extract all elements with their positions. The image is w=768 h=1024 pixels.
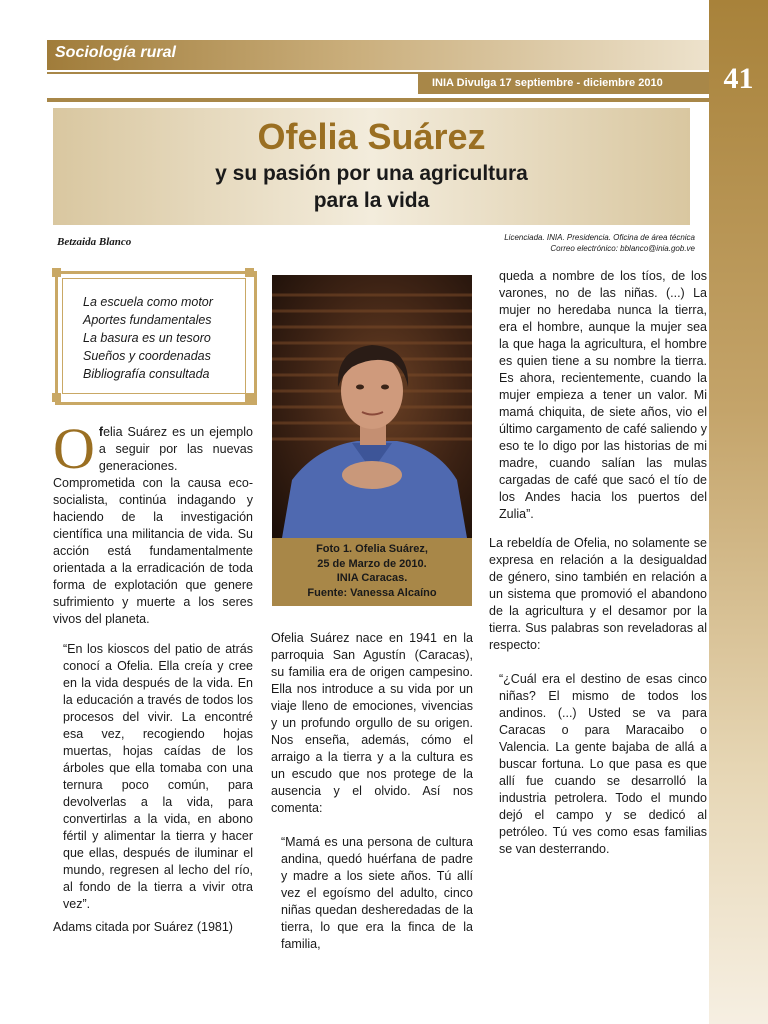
column-2	[271, 630, 473, 953]
affiliation-line-1: Licenciada. INIA. Presidencia. Oficina de área técnica	[504, 233, 695, 242]
caption-line-1: Foto 1. Ofelia Suárez,	[316, 543, 428, 555]
quote-mother-continued: queda a nombre de los tíos, de los varones, no de las niñas. (...) La mujer no heredaba nunca la tierra, era el hombre, aunque la mujer sea la que haga la agricultura, el hombre es quien tiene a su nombre la tierra. Es ahora, recientemente, cuando la mujer empieza a tener un valor. Mi mamá chiquita, de siete años, vio el último cargamento de café saliendo y eso te lo digo por las historias de mi madre, cuando salían las mulas cargadas de café que sacó el tío de los Andes hacia los puertos del Zulia”.	[499, 269, 707, 521]
column-3	[489, 268, 707, 858]
intro-text: elia Suárez es un ejemplo a seguir por las nuevas generaciones. Comprometida con la causa eco-socialista, continúa indagando y haciendo de la investigación científica una militancia de vida. Su acción está fundamentalmente orientada a la erradicación de toda forma de explotación que genere sufrimiento y muerte a los seres vivos del planeta.	[53, 425, 253, 626]
side-color-bar	[709, 0, 768, 1024]
author-name: Betzaida Blanco	[57, 236, 132, 248]
toc-item: Sueños y coordenadas	[83, 349, 211, 363]
caption-line-3: INIA Caracas.	[336, 572, 408, 584]
issue-label: INIA Divulga 17 septiembre - diciembre 2010	[432, 77, 663, 89]
caption-line-2: 25 de Marzo de 2010.	[317, 557, 427, 570]
portrait-photo	[272, 275, 472, 538]
toc-item: La escuela como motor	[83, 295, 213, 309]
intro-paragraph	[53, 416, 253, 628]
toc-corner-ornament	[245, 268, 254, 277]
quote-citation: Adams citada por Suárez (1981)	[53, 920, 233, 934]
quote-destiny: “¿Cuál era el destino de esas cinco niñas? El mismo de todos los andinos. (...) Usted se va para Caracas o para Maracaibo o Valencia. La gente bajaba de allá a buscar fortuna. Lo que pasa es que allí fue cuando se desarrolló la industria petrolera. Todo el mundo dejó el campo y se dedicó al petróleo. Tú ves como esas familias se van desterrando.	[499, 672, 707, 856]
affiliation-line-2: Correo electrónico: bblanco@inia.gob.ve	[550, 244, 695, 253]
subtitle-line-2: para la vida	[313, 189, 430, 212]
toc-list	[83, 293, 213, 383]
column-1	[53, 416, 253, 936]
author-affiliation	[440, 232, 695, 254]
quote-mother: “Mamá es una persona de cultura andina, quedó huérfana de padre y madre a los siete años. Tú allí vez el egoísmo del adulto, cinco niñas quedan desheredadas de la tierra, lo que era la finca de la familia,	[281, 835, 473, 951]
intro-bold-letter: f	[98, 425, 104, 439]
quote-adams: “En los kioscos del patio de atrás conocí a Ofelia. Ella creía y cree en la vida después de la vida. En la educación a través de todos los procesos del vivir. La encontré esa vez, recogiendo hojas muertas, hojas caídas de los árboles que ella tomaba con una ternura poco común, para devolverlas a la vida, para convertirlas a la vida, en abono fértil y alimentar la tierra y hacer que ellas, después de iluminar el mundo, regresen al lecho del río, al fondo de la tierra a vivir otra vez”.	[63, 642, 253, 911]
article-title: Ofelia Suárez	[257, 116, 486, 157]
photo-caption	[272, 542, 472, 600]
toc-item: Aportes fundamentales	[83, 313, 212, 327]
toc-item: La basura es un tesoro	[83, 331, 211, 345]
biography-paragraph: Ofelia Suárez nace en 1941 en la parroquia San Agustín (Caracas), su familia era de origen campesino. Ella nos introduce a su vida por un viaje lleno de emociones, vivencias y un profundo orgullo de su origen. Nos enseña, además, cómo el arraigo a la tierra y a la cultura es un escudo que nos protege de la ausencia y el olvido. Así nos comenta:	[271, 631, 473, 815]
section-title: Sociología rural	[55, 44, 176, 61]
portrait-illustration	[272, 275, 472, 538]
subtitle-line-1: y su pasión por una agricultura	[215, 162, 528, 185]
caption-line-4: Fuente: Vanessa Alcaíno	[307, 586, 437, 599]
toc-corner-ornament	[245, 393, 254, 402]
header-rule-bottom	[47, 98, 709, 102]
article-subtitle	[53, 160, 690, 214]
rebellion-paragraph: La rebeldía de Ofelia, no solamente se expresa en relación a la desigualdad de género, sino también en relación a un sistema que promovió el abandono de la agricultura y el desamor por la tierra. Sus palabras son reveladoras al respecto:	[489, 536, 707, 652]
toc-corner-ornament	[52, 393, 61, 402]
drop-cap: O	[53, 416, 95, 481]
page-number: 41	[723, 62, 754, 95]
toc-item: Bibliografía consultada	[83, 367, 210, 381]
toc-corner-ornament	[52, 268, 61, 277]
